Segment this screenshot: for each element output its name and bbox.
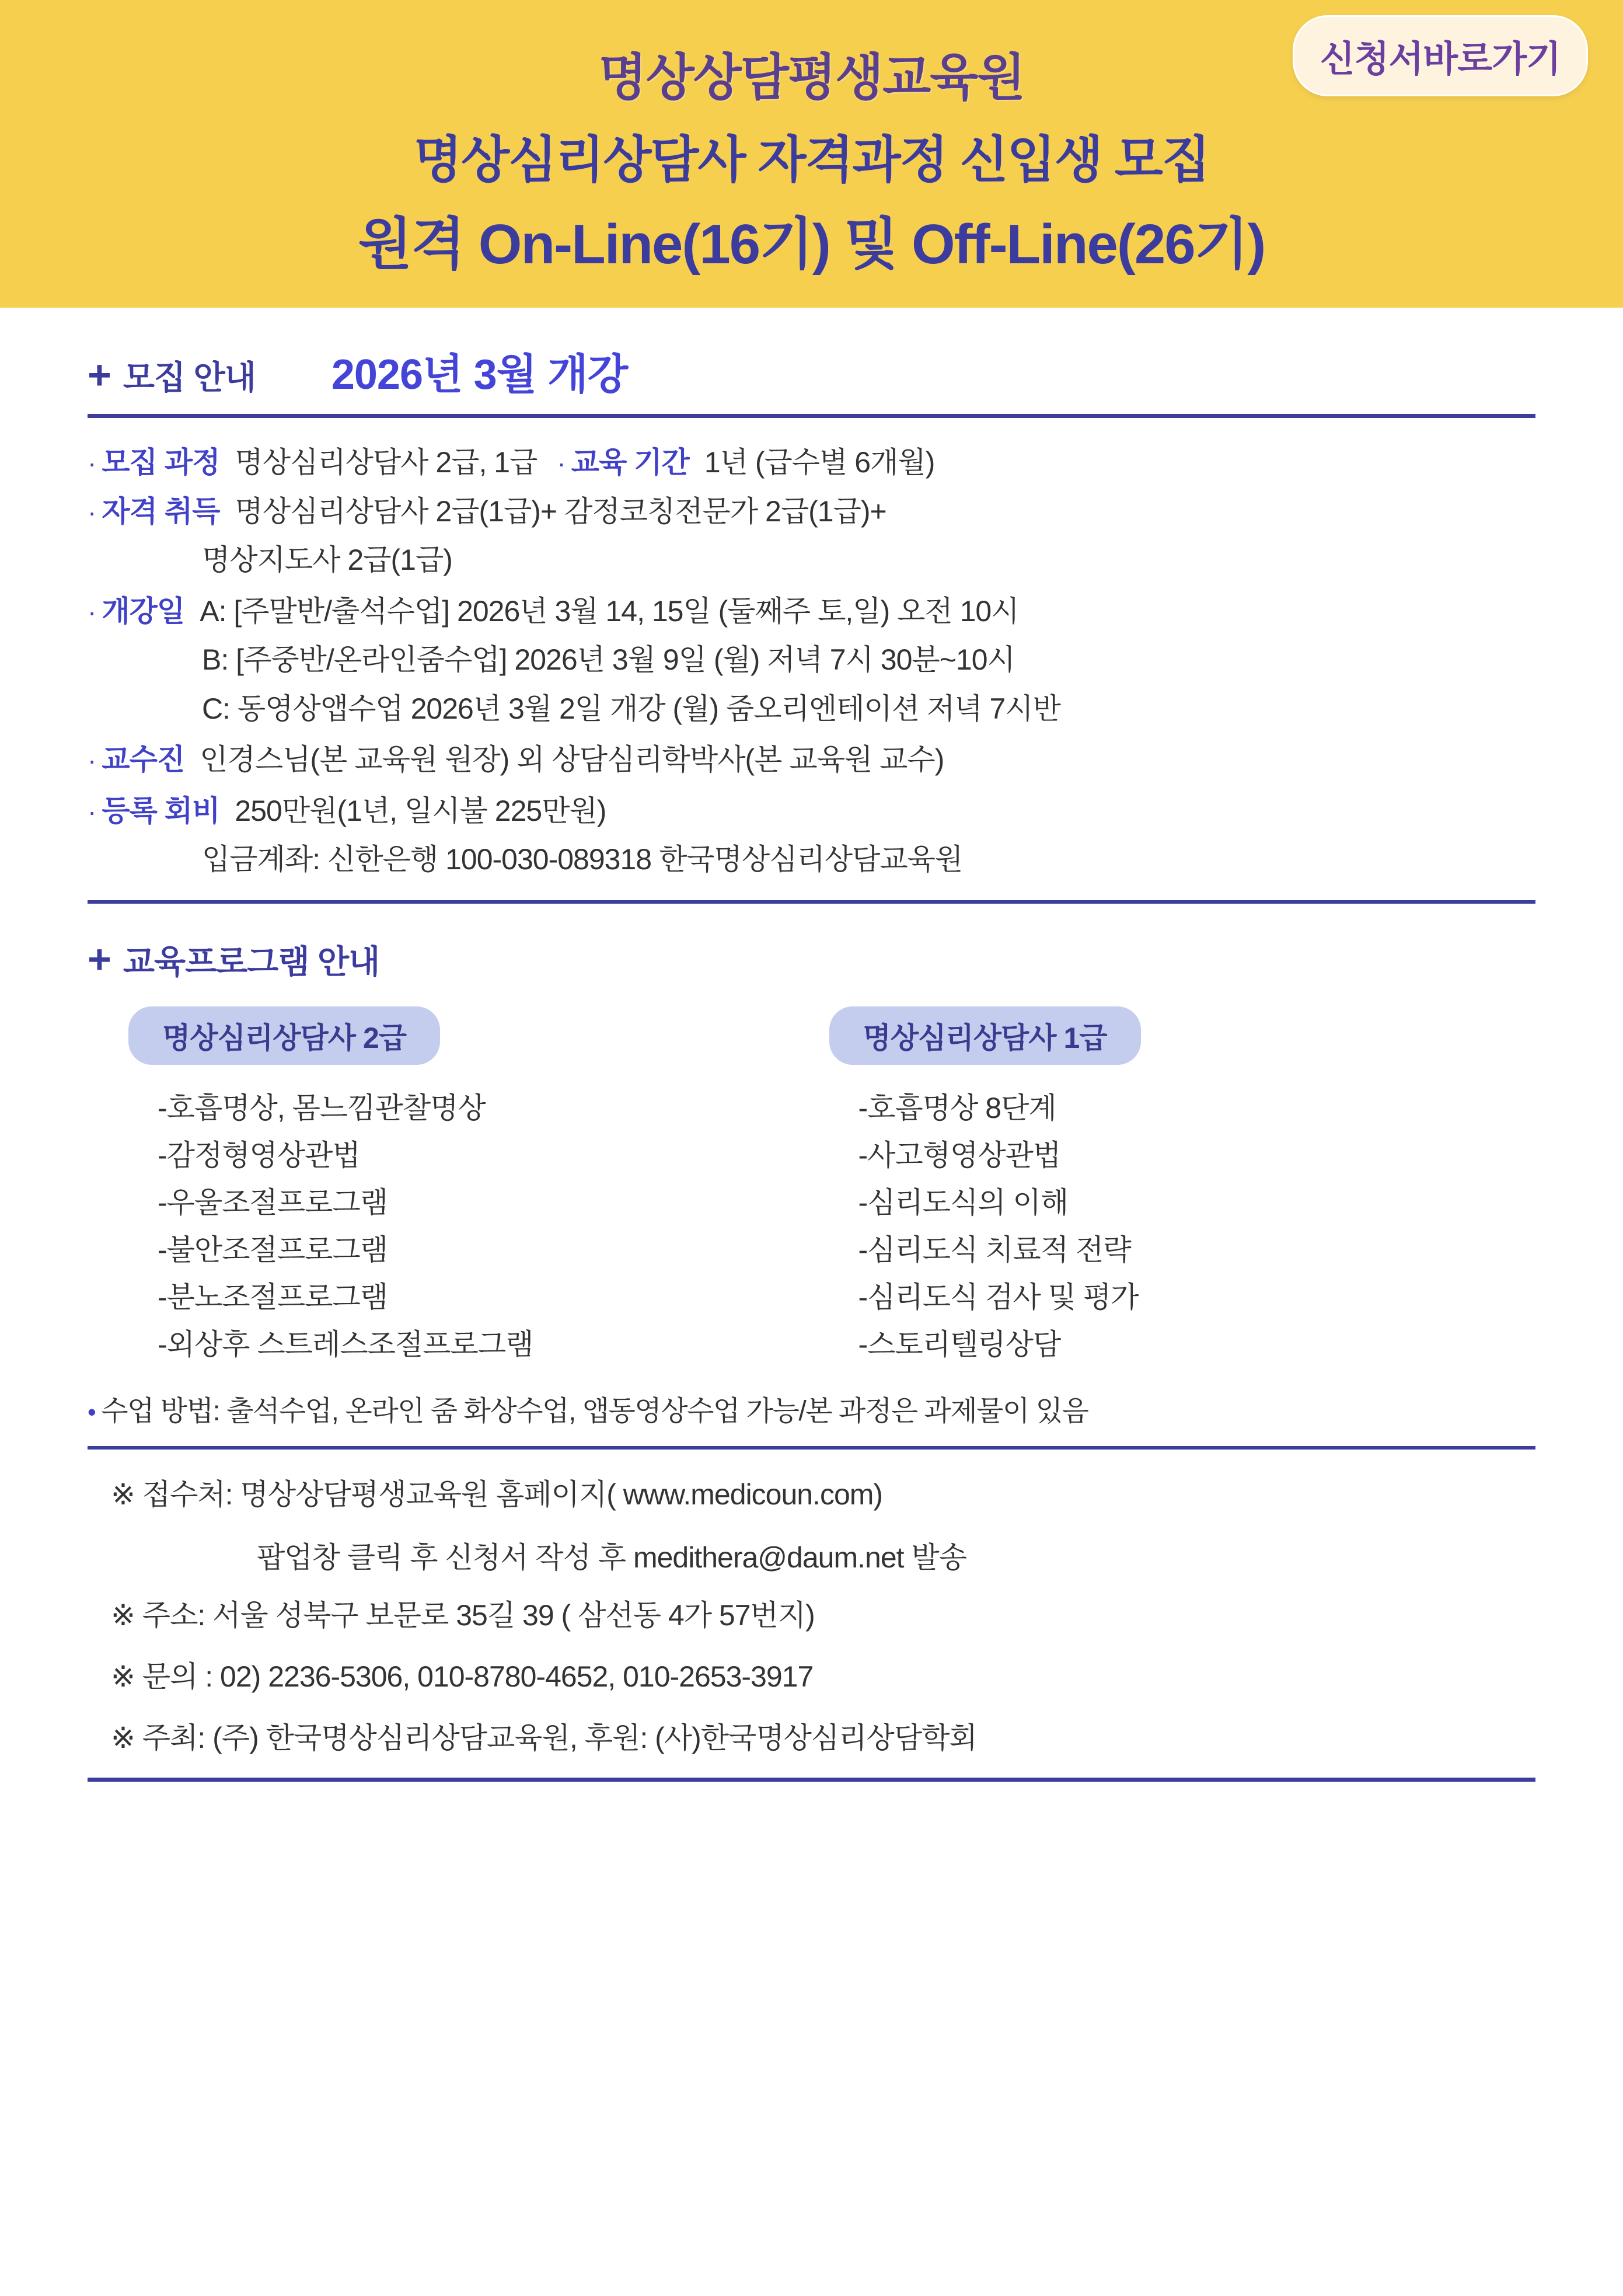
label-duration: 교육 기간 [571,446,689,479]
value-startdate-a: A: [주말반/출석수업] 2026년 3월 14, 15일 (둘째주 토,일) 오전 10시 [200,594,1019,628]
list-item: -분노조절프로그램 [158,1280,388,1314]
info-row-course [88,440,1535,486]
divider-rule-2 [88,900,1535,904]
program-section-header [88,936,1535,983]
label-certification: 자격 취득 [102,494,220,528]
program-level1-pill: 명상심리상담사 1급 [829,1006,1141,1065]
divider-rule-3 [88,1446,1535,1450]
recruit-start-date: 2026년 3월 개강 [331,351,628,399]
footer-notes [88,1473,1535,1760]
list-item: -사고형영상관법 [858,1138,1061,1172]
recruit-section-header [88,340,1535,401]
note-address: ※ 주소: 서울 성북구 보문로 35길 39 ( 삼선동 4가 57번지) [111,1598,815,1632]
poster-subtitle: 원격 On-Line(16기) 및 Off-Line(26기) [358,212,1265,276]
info-row-certification [88,489,1535,535]
info-row-startdate-b [88,637,1535,683]
bullet-icon: · [88,796,96,827]
value-certification: 명상심리상담사 2급(1급)+ 감정코칭전문가 2급(1급)+ [235,494,886,528]
plus-icon: + [88,352,111,398]
list-item: -우울조절프로그램 [158,1186,388,1219]
poster-content [0,340,1623,1782]
value-course: 명상심리상담사 2급, 1급 [235,446,537,479]
poster-header [0,0,1623,308]
bullet-icon: · [88,745,96,776]
label-faculty: 교수진 [102,743,185,776]
bullet-icon: • [88,1398,96,1426]
list-item: -감정형영상관법 [158,1138,360,1172]
label-course: 모집 과정 [102,446,220,479]
value-fee: 250만원(1년, 일시불 225만원) [235,794,606,827]
info-row-fee [88,789,1535,834]
program-columns [88,1006,1535,1368]
note-host: ※ 주최: (주) 한국명상심리상담교육원, 후원: (사)한국명상심리상담학회 [111,1721,977,1754]
recruit-info-list [88,440,1535,883]
class-method-text: 수업 방법: 출석수업, 온라인 줌 화상수업, 앱동영상수업 가능/본 과정은 과제물이 있음 [101,1395,1088,1427]
label-startdate: 개강일 [102,594,185,628]
value-account: 입금계좌: 신한은행 100-030-089318 한국명상심리상담교육원 [202,843,963,876]
bullet-icon: · [88,496,96,527]
list-item: -외상후 스트레스조절프로그램 [158,1328,533,1361]
list-item: -불안조절프로그램 [158,1233,388,1266]
divider-rule-1 [88,414,1535,418]
program-level1-items [829,1085,1536,1368]
program-level2-items [128,1085,812,1368]
bullet-icon: · [557,448,566,479]
organization-name: 명상상담평생교육원 [598,50,1025,106]
value-startdate-b: B: [주중반/온라인줌수업] 2026년 3월 9일 (월) 저녁 7시 30분~10시 [202,643,1015,677]
label-fee: 등록 회비 [102,794,220,827]
list-item: -스토리텔링상담 [858,1328,1061,1361]
recruit-section-title: 모집 안내 [123,359,256,396]
value-certification-cont: 명상지도사 2급(1급) [202,543,452,577]
note-phone: ※ 문의 : 02) 2236-5306, 010-8780-4652, 010-2653-3917 [111,1660,814,1693]
info-row-startdate-c [88,687,1535,732]
program-section-title: 교육프로그램 안내 [123,943,380,980]
bullet-icon: · [88,596,96,627]
program-level2-pill: 명상심리상담사 2급 [128,1006,440,1065]
list-item: -호흡명상, 몸느낌관찰명상 [158,1091,486,1124]
note-reception-sub: 팝업창 클릭 후 신청서 작성 후 medithera@daum.net 발송 [257,1541,967,1574]
list-item: -심리도식 치료적 전략 [858,1233,1131,1266]
note-reception: ※ 접수처: 명상상담평생교육원 홈페이지( www.medicoun.com) [111,1478,883,1511]
list-item: -심리도식의 이해 [858,1186,1069,1219]
program-column-level1 [812,1006,1536,1368]
apply-now-button[interactable]: 신청서바로가기 [1293,15,1588,96]
poster-title: 명상심리상담사 자격과정 신입생 모집 [414,131,1209,188]
bullet-icon: · [88,448,96,479]
list-item: -호흡명상 8단계 [858,1091,1056,1124]
value-faculty: 인경스님(본 교육원 원장) 외 상담심리학박사(본 교육원 교수) [200,743,944,776]
list-item: -심리도식 검사 및 평가 [858,1280,1139,1314]
value-duration: 1년 (급수별 6개월) [704,446,935,479]
info-row-certification-cont [88,538,1535,583]
info-row-startdate-a [88,589,1535,635]
info-row-faculty [88,737,1535,783]
info-row-account [88,837,1535,883]
plus-icon: + [88,936,111,982]
class-method-row [88,1388,1535,1429]
divider-rule-bottom [88,1778,1535,1782]
program-column-level2 [88,1006,812,1368]
value-startdate-c: C: 동영상앱수업 2026년 3월 2일 개강 (월) 줌오리엔테이션 저녁 7시반 [202,692,1060,725]
